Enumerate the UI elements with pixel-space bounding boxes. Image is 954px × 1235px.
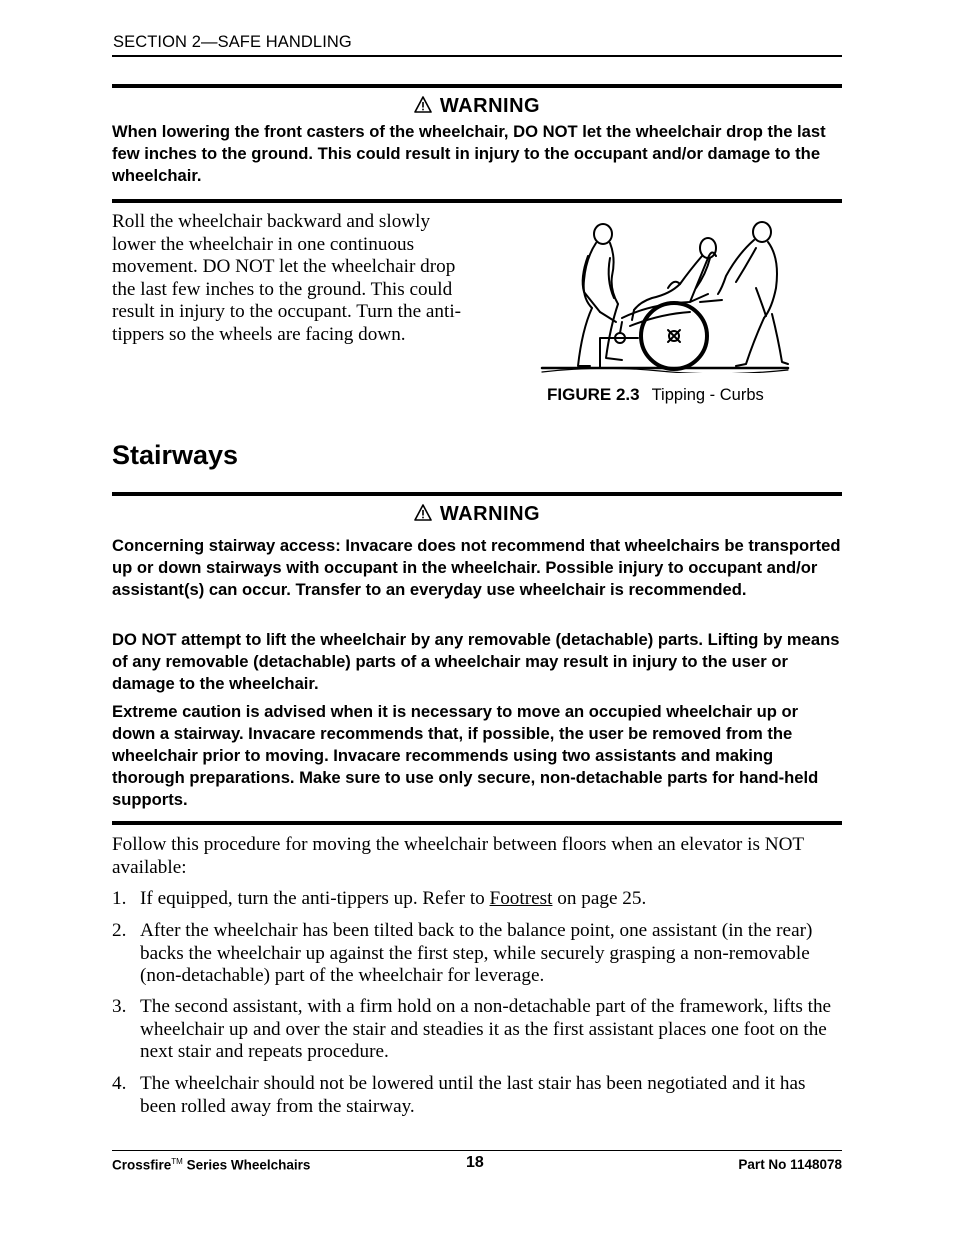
page-number: 18 xyxy=(466,1154,484,1171)
figure-caption xyxy=(547,385,764,405)
section-heading: Stairways xyxy=(112,440,239,470)
step-number: 2. xyxy=(112,920,127,941)
step-text-before: If equipped, turn the anti-tippers up. Refer to xyxy=(140,888,490,909)
footrest-link[interactable]: Footrest xyxy=(489,888,553,909)
step-number: 4. xyxy=(112,1073,127,1094)
step-text: After the wheelchair has been tilted back to the balance point, one assistant (in the rear) backs the wheelchair up against the first step, while securely grasping a non-removable (non-detachable) part of the wheelchair for leverage. xyxy=(140,920,813,987)
footer-rule xyxy=(112,1150,842,1151)
warning-top-rule xyxy=(112,84,842,88)
header-rule xyxy=(112,55,842,57)
warning-title xyxy=(112,95,842,119)
figure-illustration xyxy=(540,218,790,373)
warning-triangle-icon xyxy=(414,96,432,119)
warning-triangle-icon xyxy=(414,504,432,527)
warning2-paragraph-2: DO NOT attempt to lift the wheelchair by any removable (detachable) parts. Lifting by means of any removable (detachable) parts of a wheelchair may result in injury to the user or damage to the wheelchair. xyxy=(112,630,840,693)
warning2-paragraph-1: Concerning stairway access: Invacare does not recommend that wheelchairs be transported up or down stairways with occupant in the wheelchair. Possible injury to occupant and/or assistant(s) can occur. Transfer to an everyday use wheelchair is recommended. xyxy=(112,536,841,599)
trademark-mark: TM xyxy=(171,1157,183,1166)
warning2-top-rule xyxy=(112,492,842,496)
section-header: SECTION 2—SAFE HANDLING xyxy=(113,33,352,51)
step-text: The second assistant, with a firm hold on a non-detachable part of the framework, lifts the wheelchair up and over the stair and steadies it as the first assistant places one foot on the next stair and repeats procedure. xyxy=(140,996,832,1063)
footer-product-suffix: Series Wheelchairs xyxy=(182,1157,311,1173)
footer-product xyxy=(112,1157,310,1173)
warning-bottom-rule xyxy=(112,199,842,203)
step-text-after: on page 25. xyxy=(552,888,647,909)
figure-caption-text: Tipping - Curbs xyxy=(651,386,764,404)
procedure-intro: Follow this procedure for moving the wheelchair between floors when an elevator is NOT available: xyxy=(112,834,804,878)
step-text: The wheelchair should not be lowered until the last stair has been negotiated and it has been rolled away from the stairway. xyxy=(140,1073,806,1117)
figure-label: FIGURE 2.3 xyxy=(547,385,640,404)
step-number: 3. xyxy=(112,996,127,1017)
step-text xyxy=(140,888,842,911)
footer-part-number: Part No 1148078 xyxy=(738,1157,842,1172)
warning2-title xyxy=(112,503,842,527)
footer-product-name: Crossfire xyxy=(112,1157,172,1173)
warning2-bottom-rule xyxy=(112,821,842,825)
warning-title-text: WARNING xyxy=(439,95,541,117)
warning2-title-text: WARNING xyxy=(439,503,541,525)
warning-text: When lowering the front casters of the wheelchair, DO NOT let the wheelchair drop the last few inches to the ground. This could result in injury to the occupant and/or damage to the wheelchair. xyxy=(112,122,826,185)
intro-paragraph: Roll the wheelchair backward and slowly lower the wheelchair in one continuous movement. DO NOT let the wheelchair drop the last few inches to the ground. This could result in injury to the occupant. Turn the anti-tippers so the wheels are facing down. xyxy=(112,211,462,345)
step-number: 1. xyxy=(112,888,127,909)
warning2-paragraph-3: Extreme caution is advised when it is necessary to move an occupied wheelchair up or down a stairway. Invacare recommends that, if possible, the user be removed from the wheelchair prior to moving. Invacare recommends using two assistants and making thorough preparations. Make sure to use only secure, non-detachable parts for hand-held supports. xyxy=(112,702,819,809)
